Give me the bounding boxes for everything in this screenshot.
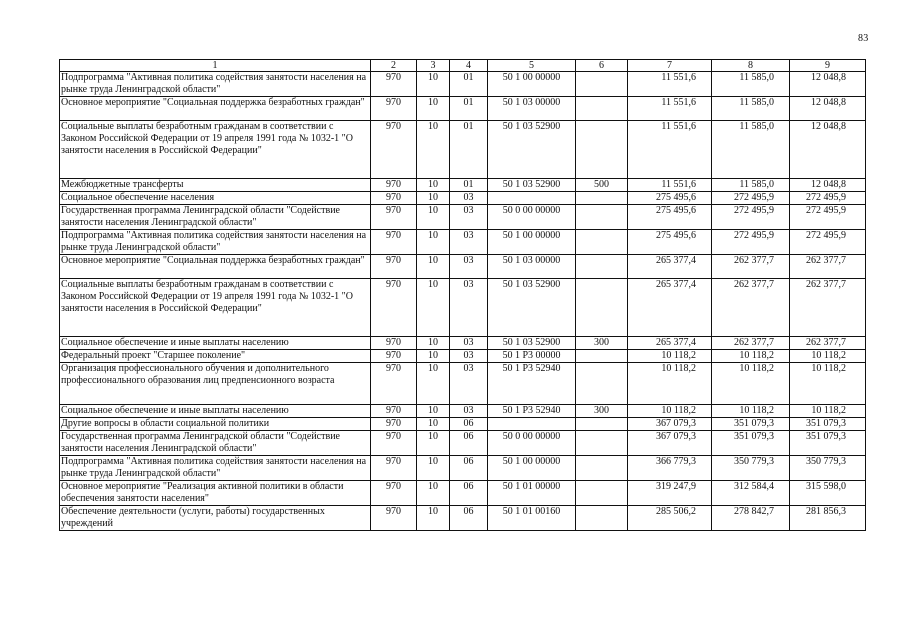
row-name-cell: Социальное обеспечение населения [60, 192, 371, 205]
table-row [60, 192, 866, 205]
section-cell: 10 [417, 431, 450, 456]
table-row [60, 230, 866, 255]
expense-type-cell [576, 481, 628, 506]
subsection-cell: 01 [450, 121, 488, 179]
target-article-cell: 50 1 03 52900 [488, 337, 576, 350]
page-number: 83 [858, 33, 869, 44]
column-header: 5 [488, 60, 576, 72]
amount-year1-cell: 275 495,6 [628, 205, 712, 230]
amount-year3-cell: 12 048,8 [790, 97, 866, 121]
subsection-cell: 03 [450, 192, 488, 205]
subsection-cell: 03 [450, 230, 488, 255]
target-article-cell: 50 1 00 00000 [488, 72, 576, 97]
amount-year1-cell: 367 079,3 [628, 418, 712, 431]
table-row [60, 350, 866, 363]
expense-type-cell [576, 363, 628, 405]
amount-year2-cell: 10 118,2 [712, 363, 790, 405]
subsection-cell: 03 [450, 363, 488, 405]
subsection-cell: 06 [450, 481, 488, 506]
expense-type-cell [576, 72, 628, 97]
amount-year1-cell: 265 377,4 [628, 337, 712, 350]
amount-year2-cell: 10 118,2 [712, 350, 790, 363]
amount-year1-cell: 10 118,2 [628, 350, 712, 363]
amount-year2-cell: 272 495,9 [712, 192, 790, 205]
expense-type-cell [576, 506, 628, 531]
amount-year2-cell: 278 842,7 [712, 506, 790, 531]
amount-year1-cell: 275 495,6 [628, 230, 712, 255]
table-row [60, 72, 866, 97]
row-name-cell: Подпрограмма "Активная политика содействия занятости населения на рынке труда Ленинградской области" [60, 72, 371, 97]
amount-year2-cell: 11 585,0 [712, 179, 790, 192]
row-name-cell: Межбюджетные трансферты [60, 179, 371, 192]
target-article-cell: 50 1 01 00160 [488, 506, 576, 531]
column-header: 2 [371, 60, 417, 72]
amount-year3-cell: 351 079,3 [790, 418, 866, 431]
column-header: 6 [576, 60, 628, 72]
subsection-cell: 03 [450, 279, 488, 337]
amount-year3-cell: 350 779,3 [790, 456, 866, 481]
expense-type-cell [576, 279, 628, 337]
amount-year3-cell: 262 377,7 [790, 337, 866, 350]
subsection-cell: 06 [450, 506, 488, 531]
admin-code-cell: 970 [371, 431, 417, 456]
section-cell: 10 [417, 350, 450, 363]
section-cell: 10 [417, 363, 450, 405]
expense-type-cell [576, 192, 628, 205]
target-article-cell: 50 1 03 00000 [488, 255, 576, 279]
table-row [60, 506, 866, 531]
row-name-cell: Подпрограмма "Активная политика содействия занятости населения на рынке труда Ленинградской области" [60, 230, 371, 255]
amount-year1-cell: 367 079,3 [628, 431, 712, 456]
amount-year2-cell: 350 779,3 [712, 456, 790, 481]
column-header: 9 [790, 60, 866, 72]
subsection-cell: 01 [450, 179, 488, 192]
subsection-cell: 03 [450, 205, 488, 230]
subsection-cell: 06 [450, 418, 488, 431]
subsection-cell: 01 [450, 97, 488, 121]
admin-code-cell: 970 [371, 405, 417, 418]
amount-year2-cell: 312 584,4 [712, 481, 790, 506]
target-article-cell: 50 1 03 52900 [488, 179, 576, 192]
table-row [60, 363, 866, 405]
expense-type-cell [576, 121, 628, 179]
target-article-cell: 50 1 P3 52940 [488, 405, 576, 418]
admin-code-cell: 970 [371, 72, 417, 97]
amount-year1-cell: 275 495,6 [628, 192, 712, 205]
amount-year3-cell: 262 377,7 [790, 255, 866, 279]
amount-year1-cell: 265 377,4 [628, 255, 712, 279]
section-cell: 10 [417, 481, 450, 506]
admin-code-cell: 970 [371, 230, 417, 255]
amount-year3-cell: 315 598,0 [790, 481, 866, 506]
target-article-cell: 50 0 00 00000 [488, 431, 576, 456]
admin-code-cell: 970 [371, 337, 417, 350]
table-row [60, 205, 866, 230]
amount-year3-cell: 12 048,8 [790, 72, 866, 97]
amount-year1-cell: 11 551,6 [628, 97, 712, 121]
amount-year2-cell: 262 377,7 [712, 279, 790, 337]
target-article-cell: 50 0 00 00000 [488, 205, 576, 230]
amount-year3-cell: 351 079,3 [790, 431, 866, 456]
admin-code-cell: 970 [371, 179, 417, 192]
row-name-cell: Государственная программа Ленинградской области "Содействие занятости населения Ленинградской области" [60, 205, 371, 230]
target-article-cell: 50 1 00 00000 [488, 230, 576, 255]
admin-code-cell: 970 [371, 255, 417, 279]
amount-year3-cell: 10 118,2 [790, 405, 866, 418]
row-name-cell: Социальное обеспечение и иные выплаты населению [60, 337, 371, 350]
target-article-cell: 50 1 03 52900 [488, 121, 576, 179]
row-name-cell: Государственная программа Ленинградской области "Содействие занятости населения Ленинградской области" [60, 431, 371, 456]
target-article-cell: 50 1 P3 00000 [488, 350, 576, 363]
amount-year2-cell: 10 118,2 [712, 405, 790, 418]
section-cell: 10 [417, 279, 450, 337]
amount-year3-cell: 12 048,8 [790, 121, 866, 179]
budget-table-container [59, 59, 866, 531]
amount-year1-cell: 285 506,2 [628, 506, 712, 531]
section-cell: 10 [417, 97, 450, 121]
amount-year1-cell: 11 551,6 [628, 121, 712, 179]
target-article-cell [488, 192, 576, 205]
expense-type-cell [576, 97, 628, 121]
section-cell: 10 [417, 405, 450, 418]
column-header: 4 [450, 60, 488, 72]
expense-type-cell [576, 230, 628, 255]
expense-type-cell [576, 418, 628, 431]
target-article-cell: 50 1 00 00000 [488, 456, 576, 481]
subsection-cell: 03 [450, 255, 488, 279]
table-row [60, 255, 866, 279]
row-name-cell: Организация профессионального обучения и дополнительного профессионального образования лиц предпенсионного возраста [60, 363, 371, 405]
row-name-cell: Подпрограмма "Активная политика содействия занятости населения на рынке труда Ленинградской области" [60, 456, 371, 481]
amount-year2-cell: 11 585,0 [712, 121, 790, 179]
amount-year3-cell: 272 495,9 [790, 192, 866, 205]
column-header: 8 [712, 60, 790, 72]
amount-year2-cell: 351 079,3 [712, 431, 790, 456]
expense-type-cell [576, 255, 628, 279]
target-article-cell: 50 1 03 00000 [488, 97, 576, 121]
section-cell: 10 [417, 337, 450, 350]
subsection-cell: 03 [450, 350, 488, 363]
table-row [60, 279, 866, 337]
admin-code-cell: 970 [371, 97, 417, 121]
amount-year1-cell: 11 551,6 [628, 72, 712, 97]
target-article-cell: 50 1 P3 52940 [488, 363, 576, 405]
subsection-cell: 06 [450, 456, 488, 481]
amount-year2-cell: 11 585,0 [712, 72, 790, 97]
row-name-cell: Социальное обеспечение и иные выплаты населению [60, 405, 371, 418]
row-name-cell: Основное мероприятие "Социальная поддержка безработных граждан" [60, 255, 371, 279]
column-header: 3 [417, 60, 450, 72]
amount-year1-cell: 319 247,9 [628, 481, 712, 506]
row-name-cell: Федеральный проект "Старшее поколение" [60, 350, 371, 363]
amount-year3-cell: 12 048,8 [790, 179, 866, 192]
table-row [60, 405, 866, 418]
expense-type-cell: 300 [576, 405, 628, 418]
table-body [60, 72, 866, 531]
amount-year2-cell: 272 495,9 [712, 230, 790, 255]
section-cell: 10 [417, 121, 450, 179]
amount-year1-cell: 10 118,2 [628, 405, 712, 418]
column-header: 7 [628, 60, 712, 72]
amount-year2-cell: 272 495,9 [712, 205, 790, 230]
amount-year2-cell: 11 585,0 [712, 97, 790, 121]
amount-year1-cell: 10 118,2 [628, 363, 712, 405]
table-row [60, 481, 866, 506]
target-article-cell: 50 1 03 52900 [488, 279, 576, 337]
admin-code-cell: 970 [371, 363, 417, 405]
expense-type-cell: 500 [576, 179, 628, 192]
expense-type-cell: 300 [576, 337, 628, 350]
amount-year2-cell: 262 377,7 [712, 255, 790, 279]
amount-year3-cell: 10 118,2 [790, 363, 866, 405]
section-cell: 10 [417, 192, 450, 205]
amount-year3-cell: 262 377,7 [790, 279, 866, 337]
column-header: 1 [60, 60, 371, 72]
row-name-cell: Другие вопросы в области социальной политики [60, 418, 371, 431]
admin-code-cell: 970 [371, 506, 417, 531]
row-name-cell: Основное мероприятие "Социальная поддержка безработных граждан" [60, 97, 371, 121]
admin-code-cell: 970 [371, 350, 417, 363]
row-name-cell: Основное мероприятие "Реализация активной политики в области обеспечения занятости населения" [60, 481, 371, 506]
table-row [60, 179, 866, 192]
expense-type-cell [576, 205, 628, 230]
section-cell: 10 [417, 205, 450, 230]
admin-code-cell: 970 [371, 192, 417, 205]
section-cell: 10 [417, 230, 450, 255]
section-cell: 10 [417, 72, 450, 97]
section-cell: 10 [417, 418, 450, 431]
amount-year3-cell: 272 495,9 [790, 230, 866, 255]
amount-year3-cell: 281 856,3 [790, 506, 866, 531]
admin-code-cell: 970 [371, 205, 417, 230]
table-row [60, 418, 866, 431]
target-article-cell [488, 418, 576, 431]
admin-code-cell: 970 [371, 121, 417, 179]
budget-table [59, 59, 866, 531]
amount-year1-cell: 11 551,6 [628, 179, 712, 192]
row-name-cell: Обеспечение деятельности (услуги, работы) государственных учреждений [60, 506, 371, 531]
row-name-cell: Социальные выплаты безработным гражданам в соответствии с Законом Российской Федерации от 19 апреля 1991 года № 1032-1 "О занятости населения в Российской Федерации" [60, 279, 371, 337]
expense-type-cell [576, 350, 628, 363]
subsection-cell: 03 [450, 405, 488, 418]
amount-year3-cell: 272 495,9 [790, 205, 866, 230]
amount-year3-cell: 10 118,2 [790, 350, 866, 363]
amount-year2-cell: 351 079,3 [712, 418, 790, 431]
section-cell: 10 [417, 179, 450, 192]
admin-code-cell: 970 [371, 481, 417, 506]
admin-code-cell: 970 [371, 418, 417, 431]
section-cell: 10 [417, 506, 450, 531]
column-number-row [60, 60, 866, 72]
section-cell: 10 [417, 255, 450, 279]
table-row [60, 97, 866, 121]
expense-type-cell [576, 431, 628, 456]
table-row [60, 456, 866, 481]
subsection-cell: 06 [450, 431, 488, 456]
expense-type-cell [576, 456, 628, 481]
subsection-cell: 03 [450, 337, 488, 350]
amount-year1-cell: 366 779,3 [628, 456, 712, 481]
target-article-cell: 50 1 01 00000 [488, 481, 576, 506]
section-cell: 10 [417, 456, 450, 481]
admin-code-cell: 970 [371, 279, 417, 337]
amount-year2-cell: 262 377,7 [712, 337, 790, 350]
amount-year1-cell: 265 377,4 [628, 279, 712, 337]
table-row [60, 431, 866, 456]
table-row [60, 121, 866, 179]
table-row [60, 337, 866, 350]
admin-code-cell: 970 [371, 456, 417, 481]
row-name-cell: Социальные выплаты безработным гражданам в соответствии с Законом Российской Федерации от 19 апреля 1991 года № 1032-1 "О занятости населения в Российской Федерации" [60, 121, 371, 179]
subsection-cell: 01 [450, 72, 488, 97]
